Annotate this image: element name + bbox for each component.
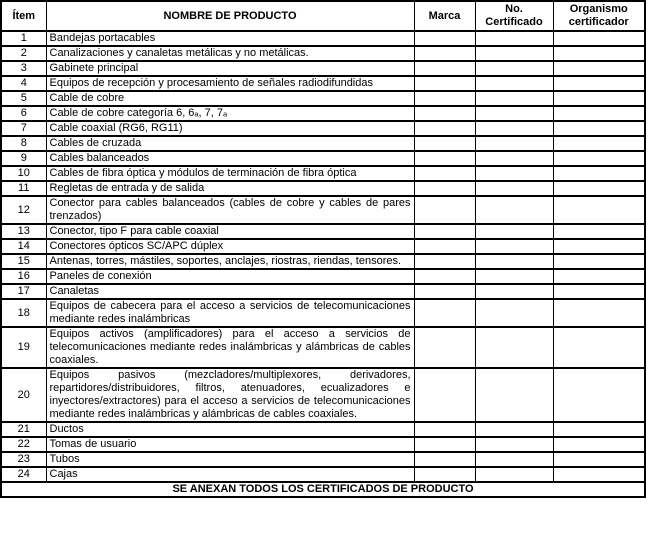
item-number-cell: 8 (1, 136, 46, 151)
certificates-attached-note: SE ANEXAN TODOS LOS CERTIFICADOS DE PRODUCTO (1, 482, 645, 497)
table-row (1, 269, 645, 284)
product-name-cell: Ductos (46, 422, 414, 437)
certificate-no-cell[interactable] (475, 46, 553, 61)
item-number-cell: 1 (1, 31, 46, 46)
certificate-no-cell[interactable] (475, 368, 553, 422)
product-name-cell: Equipos pasivos (mezcladores/multiplexores, derivadores, repartidores/distribuidores, filtros, atenuadores, ecualizadores e inyectores/extractores) para el acceso a servicios de telecomunicaciones mediante redes inalámbricas y alámbricas de cables coaxiales. (46, 368, 414, 422)
product-name-cell: Cables balanceados (46, 151, 414, 166)
item-number-cell: 13 (1, 224, 46, 239)
item-number-cell: 21 (1, 422, 46, 437)
item-number-cell: 11 (1, 181, 46, 196)
item-number-cell: 12 (1, 196, 46, 224)
column-header-item: Ítem (1, 1, 46, 31)
certifier-cell[interactable] (553, 327, 645, 368)
table-row (1, 46, 645, 61)
brand-cell[interactable] (414, 151, 475, 166)
table-row (1, 368, 645, 422)
header-row (1, 1, 645, 31)
brand-cell[interactable] (414, 46, 475, 61)
table-row (1, 254, 645, 269)
brand-cell[interactable] (414, 368, 475, 422)
certificate-no-cell[interactable] (475, 136, 553, 151)
table-row (1, 327, 645, 368)
brand-cell[interactable] (414, 136, 475, 151)
certificate-no-cell[interactable] (475, 106, 553, 121)
product-name-cell: Bandejas portacables (46, 31, 414, 46)
certifier-cell[interactable] (553, 136, 645, 151)
brand-cell[interactable] (414, 31, 475, 46)
table-row (1, 166, 645, 181)
certificate-no-cell[interactable] (475, 327, 553, 368)
item-number-cell: 15 (1, 254, 46, 269)
table-row (1, 76, 645, 91)
item-number-cell: 4 (1, 76, 46, 91)
brand-cell[interactable] (414, 299, 475, 327)
brand-cell[interactable] (414, 327, 475, 368)
certifier-cell[interactable] (553, 239, 645, 254)
table-row (1, 422, 645, 437)
item-number-cell: 19 (1, 327, 46, 368)
product-name-cell: Regletas de entrada y de salida (46, 181, 414, 196)
brand-cell[interactable] (414, 61, 475, 76)
table-row (1, 239, 645, 254)
column-header-certificate-no: No. Certificado (475, 1, 553, 31)
table-row (1, 224, 645, 239)
certifier-cell[interactable] (553, 368, 645, 422)
product-name-cell: Equipos de cabecera para el acceso a servicios de telecomunicaciones mediante redes inalámbricas (46, 299, 414, 327)
item-number-cell: 17 (1, 284, 46, 299)
table-row (1, 452, 645, 467)
table-row (1, 284, 645, 299)
brand-cell[interactable] (414, 106, 475, 121)
product-name-cell: Equipos de recepción y procesamiento de señales radiodifundidas (46, 76, 414, 91)
product-name-cell: Canaletas (46, 284, 414, 299)
table-row (1, 121, 645, 136)
certificate-no-cell[interactable] (475, 254, 553, 269)
product-name-cell: Cajas (46, 467, 414, 482)
brand-cell[interactable] (414, 121, 475, 136)
product-name-cell: Conector para cables balanceados (cables de cobre y cables de pares trenzados) (46, 196, 414, 224)
certifier-cell[interactable] (553, 106, 645, 121)
item-number-cell: 2 (1, 46, 46, 61)
product-name-cell: Paneles de conexión (46, 269, 414, 284)
certificate-no-cell[interactable] (475, 467, 553, 482)
product-name-cell: Cable de cobre (46, 91, 414, 106)
certifier-cell[interactable] (553, 166, 645, 181)
certificate-no-cell[interactable] (475, 151, 553, 166)
product-name-cell: Cable de cobre categoría 6, 6ₐ, 7, 7ₐ (46, 106, 414, 121)
table-row (1, 106, 645, 121)
certifier-cell[interactable] (553, 452, 645, 467)
certifier-cell[interactable] (553, 31, 645, 46)
certificate-no-cell[interactable] (475, 61, 553, 76)
certifier-cell[interactable] (553, 254, 645, 269)
table-row (1, 196, 645, 224)
item-number-cell: 6 (1, 106, 46, 121)
certificate-no-cell[interactable] (475, 299, 553, 327)
product-name-cell: Cables de fibra óptica y módulos de terminación de fibra óptica (46, 166, 414, 181)
brand-cell[interactable] (414, 437, 475, 452)
item-number-cell: 24 (1, 467, 46, 482)
table-row (1, 437, 645, 452)
certificate-no-cell[interactable] (475, 121, 553, 136)
brand-cell[interactable] (414, 467, 475, 482)
certificate-no-cell[interactable] (475, 269, 553, 284)
brand-cell[interactable] (414, 284, 475, 299)
item-number-cell: 22 (1, 437, 46, 452)
certifier-cell[interactable] (553, 437, 645, 452)
product-name-cell: Conectores ópticos SC/APC dúplex (46, 239, 414, 254)
certifier-cell[interactable] (553, 76, 645, 91)
table-row (1, 299, 645, 327)
certificate-no-cell[interactable] (475, 239, 553, 254)
item-number-cell: 9 (1, 151, 46, 166)
brand-cell[interactable] (414, 196, 475, 224)
product-name-cell: Equipos activos (amplificadores) para el acceso a servicios de telecomunicaciones mediante redes inalámbricas y alámbricas de cables coaxiales. (46, 327, 414, 368)
certifier-cell[interactable] (553, 196, 645, 224)
certificate-no-cell[interactable] (475, 452, 553, 467)
brand-cell[interactable] (414, 76, 475, 91)
certifier-cell[interactable] (553, 269, 645, 284)
certificate-no-cell[interactable] (475, 224, 553, 239)
item-number-cell: 5 (1, 91, 46, 106)
brand-cell[interactable] (414, 269, 475, 284)
certifier-cell[interactable] (553, 46, 645, 61)
item-number-cell: 20 (1, 368, 46, 422)
table-row (1, 61, 645, 76)
table-row (1, 136, 645, 151)
product-name-cell: Canalizaciones y canaletas metálicas y no metálicas. (46, 46, 414, 61)
certificate-no-cell[interactable] (475, 76, 553, 91)
brand-cell[interactable] (414, 224, 475, 239)
product-name-cell: Tubos (46, 452, 414, 467)
brand-cell[interactable] (414, 166, 475, 181)
brand-cell[interactable] (414, 422, 475, 437)
item-number-cell: 10 (1, 166, 46, 181)
certifier-cell[interactable] (553, 299, 645, 327)
certifier-cell[interactable] (553, 224, 645, 239)
certificate-no-cell[interactable] (475, 166, 553, 181)
product-name-cell: Conector, tipo F para cable coaxial (46, 224, 414, 239)
brand-cell[interactable] (414, 91, 475, 106)
certificate-no-cell[interactable] (475, 422, 553, 437)
table-row (1, 151, 645, 166)
footer-row (1, 482, 645, 497)
table-row (1, 91, 645, 106)
column-header-brand: Marca (414, 1, 475, 31)
certifier-cell[interactable] (553, 467, 645, 482)
certificate-no-cell[interactable] (475, 437, 553, 452)
certificate-no-cell[interactable] (475, 284, 553, 299)
item-number-cell: 3 (1, 61, 46, 76)
certificate-no-cell[interactable] (475, 91, 553, 106)
table-row (1, 181, 645, 196)
column-header-product-name: NOMBRE DE PRODUCTO (46, 1, 414, 31)
product-name-cell: Antenas, torres, mástiles, soportes, anclajes, riostras, riendas, tensores. (46, 254, 414, 269)
product-name-cell: Cable coaxial (RG6, RG11) (46, 121, 414, 136)
certificate-no-cell[interactable] (475, 31, 553, 46)
certifier-cell[interactable] (553, 422, 645, 437)
certificate-no-cell[interactable] (475, 196, 553, 224)
brand-cell[interactable] (414, 452, 475, 467)
item-number-cell: 23 (1, 452, 46, 467)
product-name-cell: Gabinete principal (46, 61, 414, 76)
table-row (1, 467, 645, 482)
certifier-cell[interactable] (553, 181, 645, 196)
product-name-cell: Tomas de usuario (46, 437, 414, 452)
brand-cell[interactable] (414, 254, 475, 269)
item-number-cell: 18 (1, 299, 46, 327)
column-header-certifier: Organismo certificador (553, 1, 645, 31)
item-number-cell: 7 (1, 121, 46, 136)
table-row (1, 31, 645, 46)
brand-cell[interactable] (414, 239, 475, 254)
brand-cell[interactable] (414, 181, 475, 196)
certifier-cell[interactable] (553, 121, 645, 136)
certificate-no-cell[interactable] (475, 181, 553, 196)
product-name-cell: Cables de cruzada (46, 136, 414, 151)
table-body (1, 31, 645, 482)
item-number-cell: 16 (1, 269, 46, 284)
certifier-cell[interactable] (553, 61, 645, 76)
certifier-cell[interactable] (553, 151, 645, 166)
certifier-cell[interactable] (553, 91, 645, 106)
item-number-cell: 14 (1, 239, 46, 254)
certifier-cell[interactable] (553, 284, 645, 299)
